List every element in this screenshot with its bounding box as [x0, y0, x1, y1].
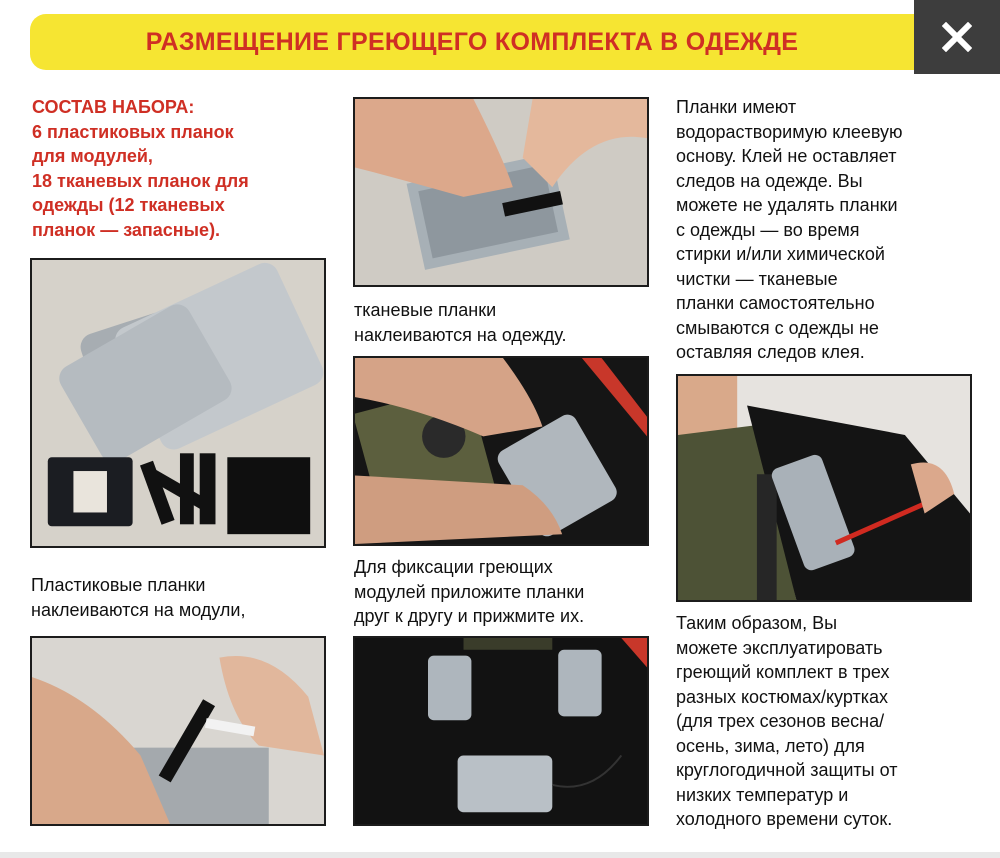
caption-line: друг к другу и прижмите их.	[354, 606, 585, 626]
caption-line: стирки и/или химической	[676, 244, 885, 264]
caption-line: (для трех сезонов весна/	[676, 711, 885, 731]
caption-line: основу. Клей не оставляет	[676, 146, 897, 166]
bottom-divider	[0, 852, 1000, 858]
caption-line: модулей приложите планки	[354, 581, 585, 602]
caption-line: оставляя следов клея.	[676, 342, 865, 362]
caption-line: Для фиксации греющих	[354, 557, 553, 577]
caption-line: Таким образом, Вы	[676, 613, 838, 633]
close-button[interactable]	[914, 0, 1000, 74]
kit-line: планок — запасные).	[32, 219, 221, 240]
caption-line: можете эксплуатировать	[676, 637, 883, 658]
caption-line: Планки имеют	[676, 97, 797, 117]
caption-usage-info	[676, 611, 996, 832]
header-banner	[30, 14, 914, 70]
close-icon	[942, 22, 972, 52]
caption-line: чистки — тканевые	[676, 268, 838, 289]
photo-jacket-modules	[353, 636, 649, 826]
caption-line: планки самостоятельно	[676, 293, 875, 313]
photo-fixation	[353, 356, 649, 546]
caption-line: следов на одежде. Вы	[676, 170, 863, 191]
photo-fabric-strip	[353, 97, 649, 287]
caption-line: с одежды — во время	[676, 219, 860, 240]
caption-line: осень, зима, лето) для	[676, 735, 865, 756]
caption-line: смываются с одежды не	[676, 317, 879, 338]
caption-plastic-strips	[31, 573, 341, 622]
caption-fabric-strips	[354, 298, 664, 347]
caption-line: низких температур и	[676, 784, 849, 805]
caption-line: Пластиковые планки	[31, 575, 206, 595]
caption-line: разных костюмах/куртках	[676, 686, 888, 707]
caption-line: круглогодичной защиты от	[676, 760, 898, 780]
caption-line: греющий комплект в трех	[676, 662, 890, 682]
photo-plastic-strip	[30, 636, 326, 826]
caption-fixation	[354, 555, 664, 629]
kit-heading: СОСТАВ НАБОРА:	[32, 97, 195, 117]
kit-line: 6 пластиковых планок	[32, 121, 234, 142]
kit-line: для модулей,	[32, 146, 153, 166]
photo-jacket-worn	[676, 374, 972, 602]
caption-line: водорастворимую клеевую	[676, 121, 903, 142]
caption-line: холодного времени суток.	[676, 809, 893, 829]
caption-line: наклеиваются на одежду.	[354, 324, 567, 345]
caption-line: тканевые планки	[354, 300, 497, 320]
caption-line: можете не удалять планки	[676, 195, 898, 215]
page-title: РАЗМЕЩЕНИЕ ГРЕЮЩЕГО КОМПЛЕКТА В ОДЕЖДЕ	[145, 27, 799, 56]
kit-line: одежды (12 тканевых	[32, 195, 225, 215]
caption-glue-info	[676, 95, 996, 365]
kit-composition	[32, 95, 342, 242]
caption-line: наклеиваются на модули,	[31, 599, 246, 620]
kit-line: 18 тканевых планок для	[32, 170, 249, 191]
photo-kit-contents	[30, 258, 326, 548]
